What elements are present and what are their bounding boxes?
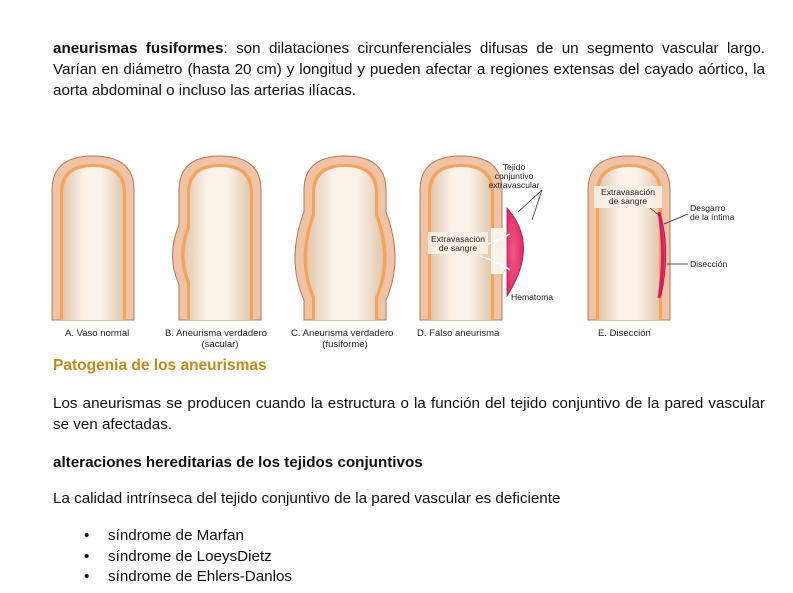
label-tejido-2: conjuntivo	[494, 171, 534, 181]
label-extravasacion-e-2: de sangre	[608, 196, 648, 206]
label-extravasacion-d-1: Extravasación	[431, 234, 485, 244]
label-tejido-3: extravascular	[488, 180, 540, 190]
list-item	[53, 526, 292, 547]
label-diseccion: Disección	[690, 259, 728, 269]
label-extravasacion-d-2: de sangre	[438, 243, 478, 253]
bullet-icon: •	[84, 527, 90, 544]
list-item-text: síndrome de Marfan	[108, 527, 244, 544]
bullet-icon: •	[84, 547, 90, 565]
caption-b-1: B. Aneurisma verdadero	[165, 328, 267, 339]
label-desgarro-2: de la íntima	[690, 212, 735, 222]
subsection-heading: alteraciones hereditarias de los tejidos conjuntivos	[53, 454, 423, 471]
syndrome-list	[53, 526, 292, 588]
section-paragraph: Los aneurismas se producen cuando la estructura o la función del tejido conjuntivo de la pared vascular se ven afectadas.	[53, 395, 765, 433]
caption-b-2: (sacular)	[201, 339, 239, 350]
intro-term: aneurismas fusiformes	[53, 40, 224, 57]
vessel-fusiform-aneurysm	[295, 156, 395, 320]
caption-a: A. Vaso normal	[65, 328, 130, 339]
list-item	[53, 567, 292, 588]
aneurysm-figure	[48, 150, 768, 362]
caption-c-1: C. Aneurisma verdadero	[291, 328, 394, 339]
list-item	[53, 547, 292, 568]
section-heading: Patogenia de los aneurismas	[53, 357, 267, 374]
subsection-paragraph: La calidad intrínseca del tejido conjuntivo de la pared vascular es deficiente	[53, 490, 561, 507]
list-item-text: síndrome de Ehlers-Danlos	[108, 568, 293, 585]
bullet-icon: •	[84, 568, 90, 585]
list-item-text: síndrome de LoeysDietz	[108, 547, 272, 565]
label-hematoma: Hematoma	[511, 292, 554, 302]
label-extravasacion-e-1: Extravasación	[601, 187, 655, 197]
intro-paragraph	[53, 38, 765, 101]
label-desgarro-1: Desgarro	[690, 203, 726, 213]
caption-d: D. Falso aneurisma	[417, 328, 500, 339]
vessel-normal	[52, 156, 134, 320]
caption-e: E. Disección	[598, 328, 651, 339]
label-tejido-1: Tejido	[502, 162, 526, 172]
vessel-dissection	[588, 156, 670, 320]
vessel-saccular-aneurysm	[173, 156, 262, 320]
caption-c-2: (fusiforme)	[322, 339, 368, 350]
intro-text: : son dilataciones circunferenciales difusas de un segmento vascular largo. Varían en diámetro (hasta 20 cm) y longitud y pueden afectar a regiones extensas del cayado aórtico, la aorta abdominal o incluso las arterias ilíacas.	[53, 40, 765, 99]
